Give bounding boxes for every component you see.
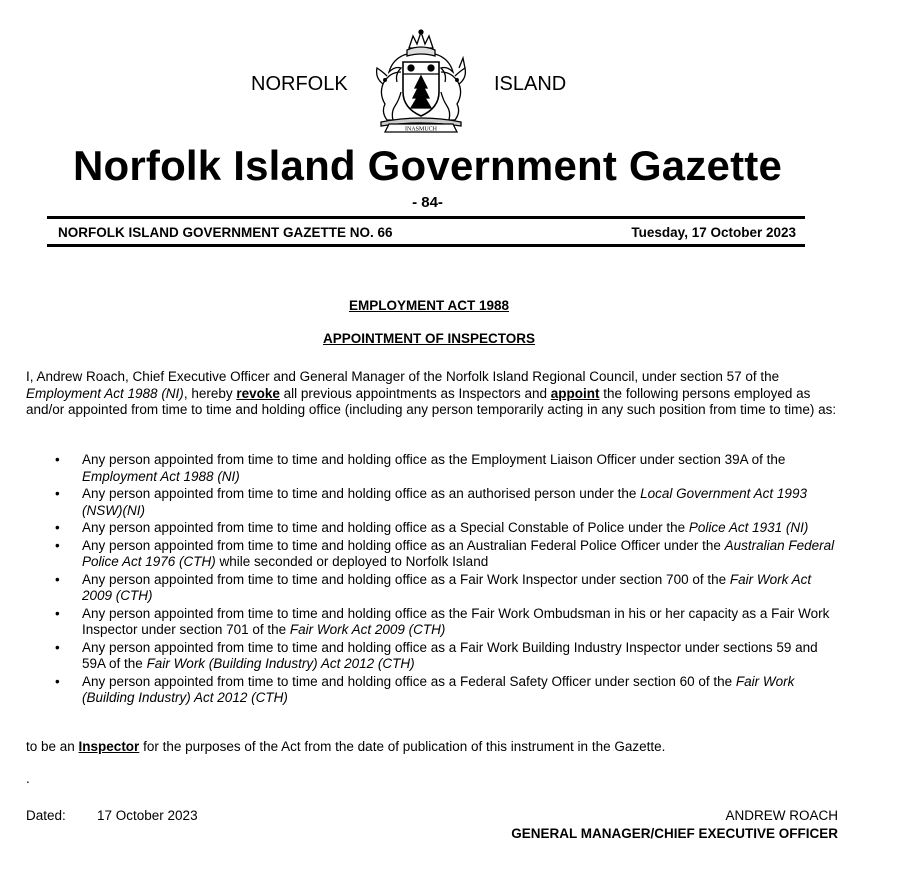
list-item — [26, 486, 841, 519]
divider-top — [47, 216, 805, 219]
list-item — [26, 452, 841, 485]
appointee-list — [26, 452, 841, 708]
revoke-keyword: revoke — [236, 385, 280, 401]
bullet-icon: • — [55, 639, 60, 655]
list-item — [26, 606, 841, 639]
list-item-act: Local Government Act 1993 (NSW)(NI) — [82, 486, 807, 518]
appoint-keyword: appoint — [550, 385, 600, 401]
stray-mark: . — [26, 771, 30, 786]
bullet-icon: • — [55, 605, 60, 621]
closing-text-2: for the purposes of the Act from the date of publication of this instrument in the Gazette. — [139, 739, 666, 754]
intro-text-4: the following persons employed as and/or appointed from time to time and holding office (including any person temporarily acting in any such position from time to time) as: — [26, 385, 837, 417]
crest-motto: INASMUCH — [404, 126, 438, 133]
list-item-act: Police Act 1931 (NI) — [688, 520, 809, 535]
divider-bottom — [47, 244, 805, 247]
inspector-keyword: Inspector — [78, 739, 140, 754]
bullet-icon: • — [55, 673, 60, 689]
bullet-icon: • — [55, 520, 60, 535]
list-item-act: Fair Work (Building Industry) Act 2012 (CTH) — [82, 673, 795, 705]
masthead-left-word: NORFOLK — [251, 73, 348, 95]
intro-act-name: Employment Act 1988 (NI) — [26, 385, 184, 401]
masthead-right-word: ISLAND — [494, 73, 567, 95]
intro-paragraph — [26, 369, 841, 419]
list-item — [26, 538, 841, 571]
closing-text-1: to be an — [26, 739, 79, 754]
gazette-date: Tuesday, 17 October 2023 — [631, 225, 796, 240]
bullet-icon: • — [55, 452, 60, 467]
list-item-text: Any person appointed from time to time and holding office as a Federal Safety Officer under section 60 of the — [82, 673, 736, 689]
list-item-act: Fair Work (Building Industry) Act 2012 (CTH) — [146, 656, 415, 671]
list-item — [26, 520, 841, 537]
signer-title: GENERAL MANAGER/CHIEF EXECUTIVE OFFICER — [511, 826, 838, 841]
list-item-act: Fair Work Act 2009 (CTH) — [82, 571, 812, 603]
dated-label: Dated: — [26, 808, 66, 823]
intro-text-1: I, Andrew Roach, Chief Executive Officer and General Manager of the Norfolk Island Regional Council, under section 57 of the — [26, 369, 780, 384]
gazette-number: NORFOLK ISLAND GOVERNMENT GAZETTE NO. 66 — [58, 225, 393, 240]
list-item — [26, 572, 841, 605]
list-item — [26, 640, 841, 673]
bullet-icon: • — [55, 537, 60, 553]
dated-value: 17 October 2023 — [97, 808, 198, 823]
intro-text-3: all previous appointments as Inspectors and — [279, 385, 551, 401]
gazette-title: Norfolk Island Government Gazette — [72, 142, 783, 189]
notice-heading-subject: APPOINTMENT OF INSPECTORS — [322, 331, 536, 346]
list-item-text: Any person appointed from time to time and holding office as the Employment Liaison Officer under section 39A of the — [82, 452, 786, 467]
intro-text-2: , hereby — [183, 385, 237, 401]
list-item-text: Any person appointed from time to time and holding office as an authorised person under the — [82, 486, 641, 501]
list-item-text: Any person appointed from time to time and holding office as a Fair Work Inspector under section 700 of the — [82, 571, 730, 587]
coat-of-arms-icon — [365, 28, 477, 136]
list-item-text: Any person appointed from time to time and holding office as a Fair Work Building Industry Inspector under sections 59 and 59A of the — [82, 639, 818, 671]
list-item — [26, 674, 841, 707]
list-item-act: Employment Act 1988 (NI) — [82, 468, 240, 484]
list-item-text: Any person appointed from time to time and holding office as an Australian Federal Police Officer under the — [82, 537, 725, 553]
list-item-after: while seconded or deployed to Norfolk Island — [215, 554, 489, 569]
page-number: - 84- — [412, 194, 443, 211]
list-item-act: Fair Work Act 2009 (CTH) — [289, 622, 446, 637]
bullet-icon: • — [55, 486, 60, 501]
list-item-text: Any person appointed from time to time and holding office as the Fair Work Ombudsman in his or her capacity as a Fair Work Inspector under section 701 of the — [82, 605, 830, 637]
bullet-icon: • — [55, 571, 60, 587]
list-item-text: Any person appointed from time to time and holding office as a Special Constable of Police under the — [82, 520, 689, 535]
signer-name: ANDREW ROACH — [725, 808, 838, 823]
notice-heading-act: EMPLOYMENT ACT 1988 — [348, 298, 510, 313]
list-item-act: Australian Federal Police Act 1976 (CTH) — [82, 537, 835, 569]
closing-paragraph — [26, 739, 841, 756]
